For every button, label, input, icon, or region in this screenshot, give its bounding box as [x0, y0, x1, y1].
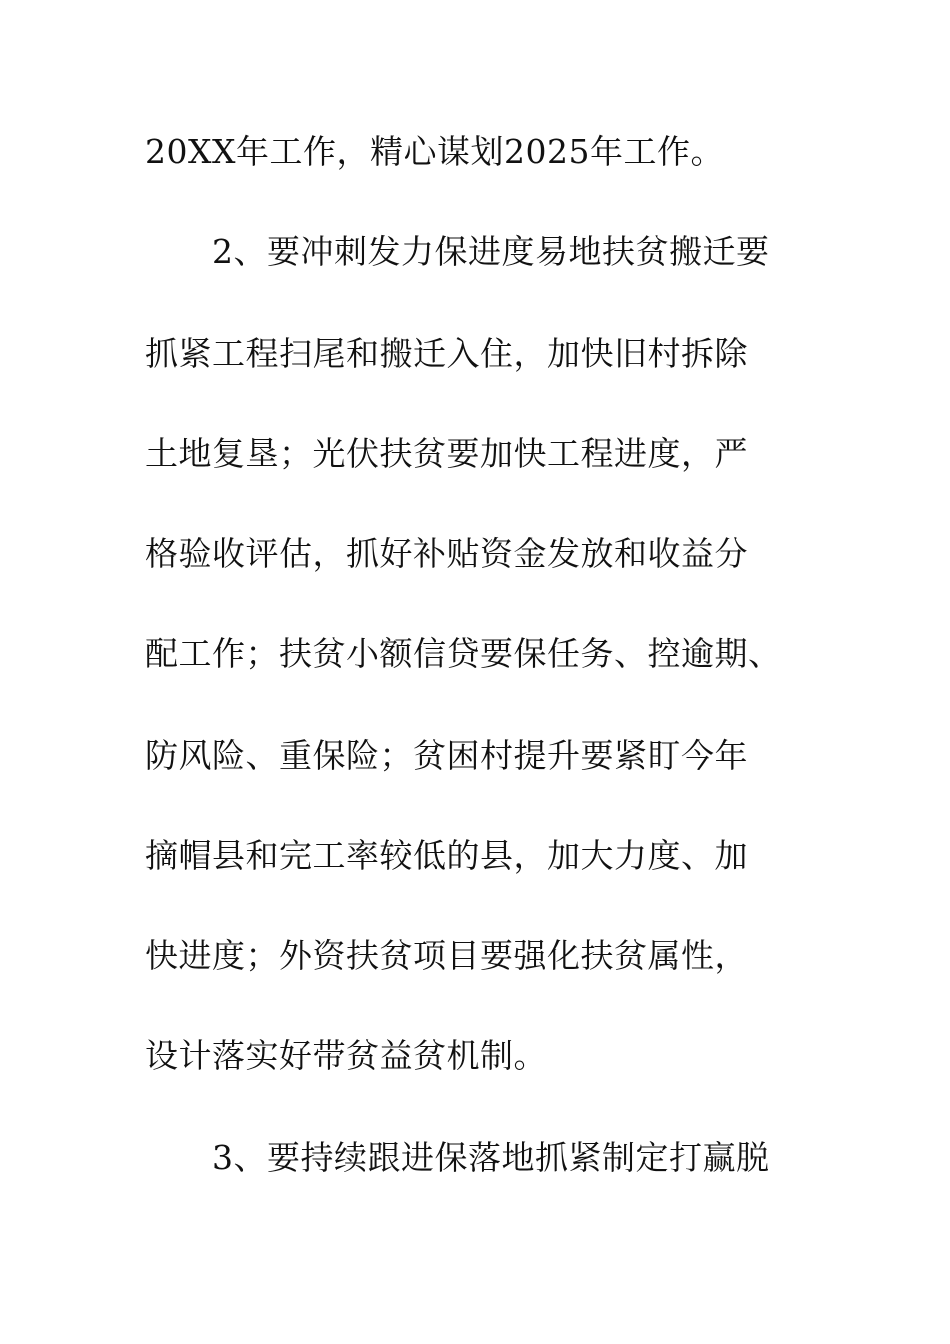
paragraph-2-heading-line: 2、要冲刺发力保进度易地扶贫搬迁要: [212, 232, 770, 271]
text-line: 配工作；扶贫小额信贷要保任务、控逾期、: [145, 634, 782, 673]
text-line: 土地复垦；光伏扶贫要加快工程进度，严: [145, 434, 748, 473]
paragraph-3-heading-line: 3、要持续跟进保落地抓紧制定打赢脱: [212, 1138, 770, 1177]
text-line: 防风险、重保险；贫困村提升要紧盯今年: [145, 736, 748, 775]
text-line: 摘帽县和完工率较低的县，加大力度、加: [145, 836, 748, 875]
text-line: 20XX年工作，精心谋划2025年工作。: [145, 132, 724, 171]
text-line: 抓紧工程扫尾和搬迁入住，加快旧村拆除: [145, 334, 748, 373]
text-line: 设计落实好带贫益贫机制。: [145, 1036, 547, 1075]
text-line: 格验收评估，抓好补贴资金发放和收益分: [145, 534, 748, 573]
text-line: 快进度；外资扶贫项目要强化扶贫属性，: [145, 936, 748, 975]
